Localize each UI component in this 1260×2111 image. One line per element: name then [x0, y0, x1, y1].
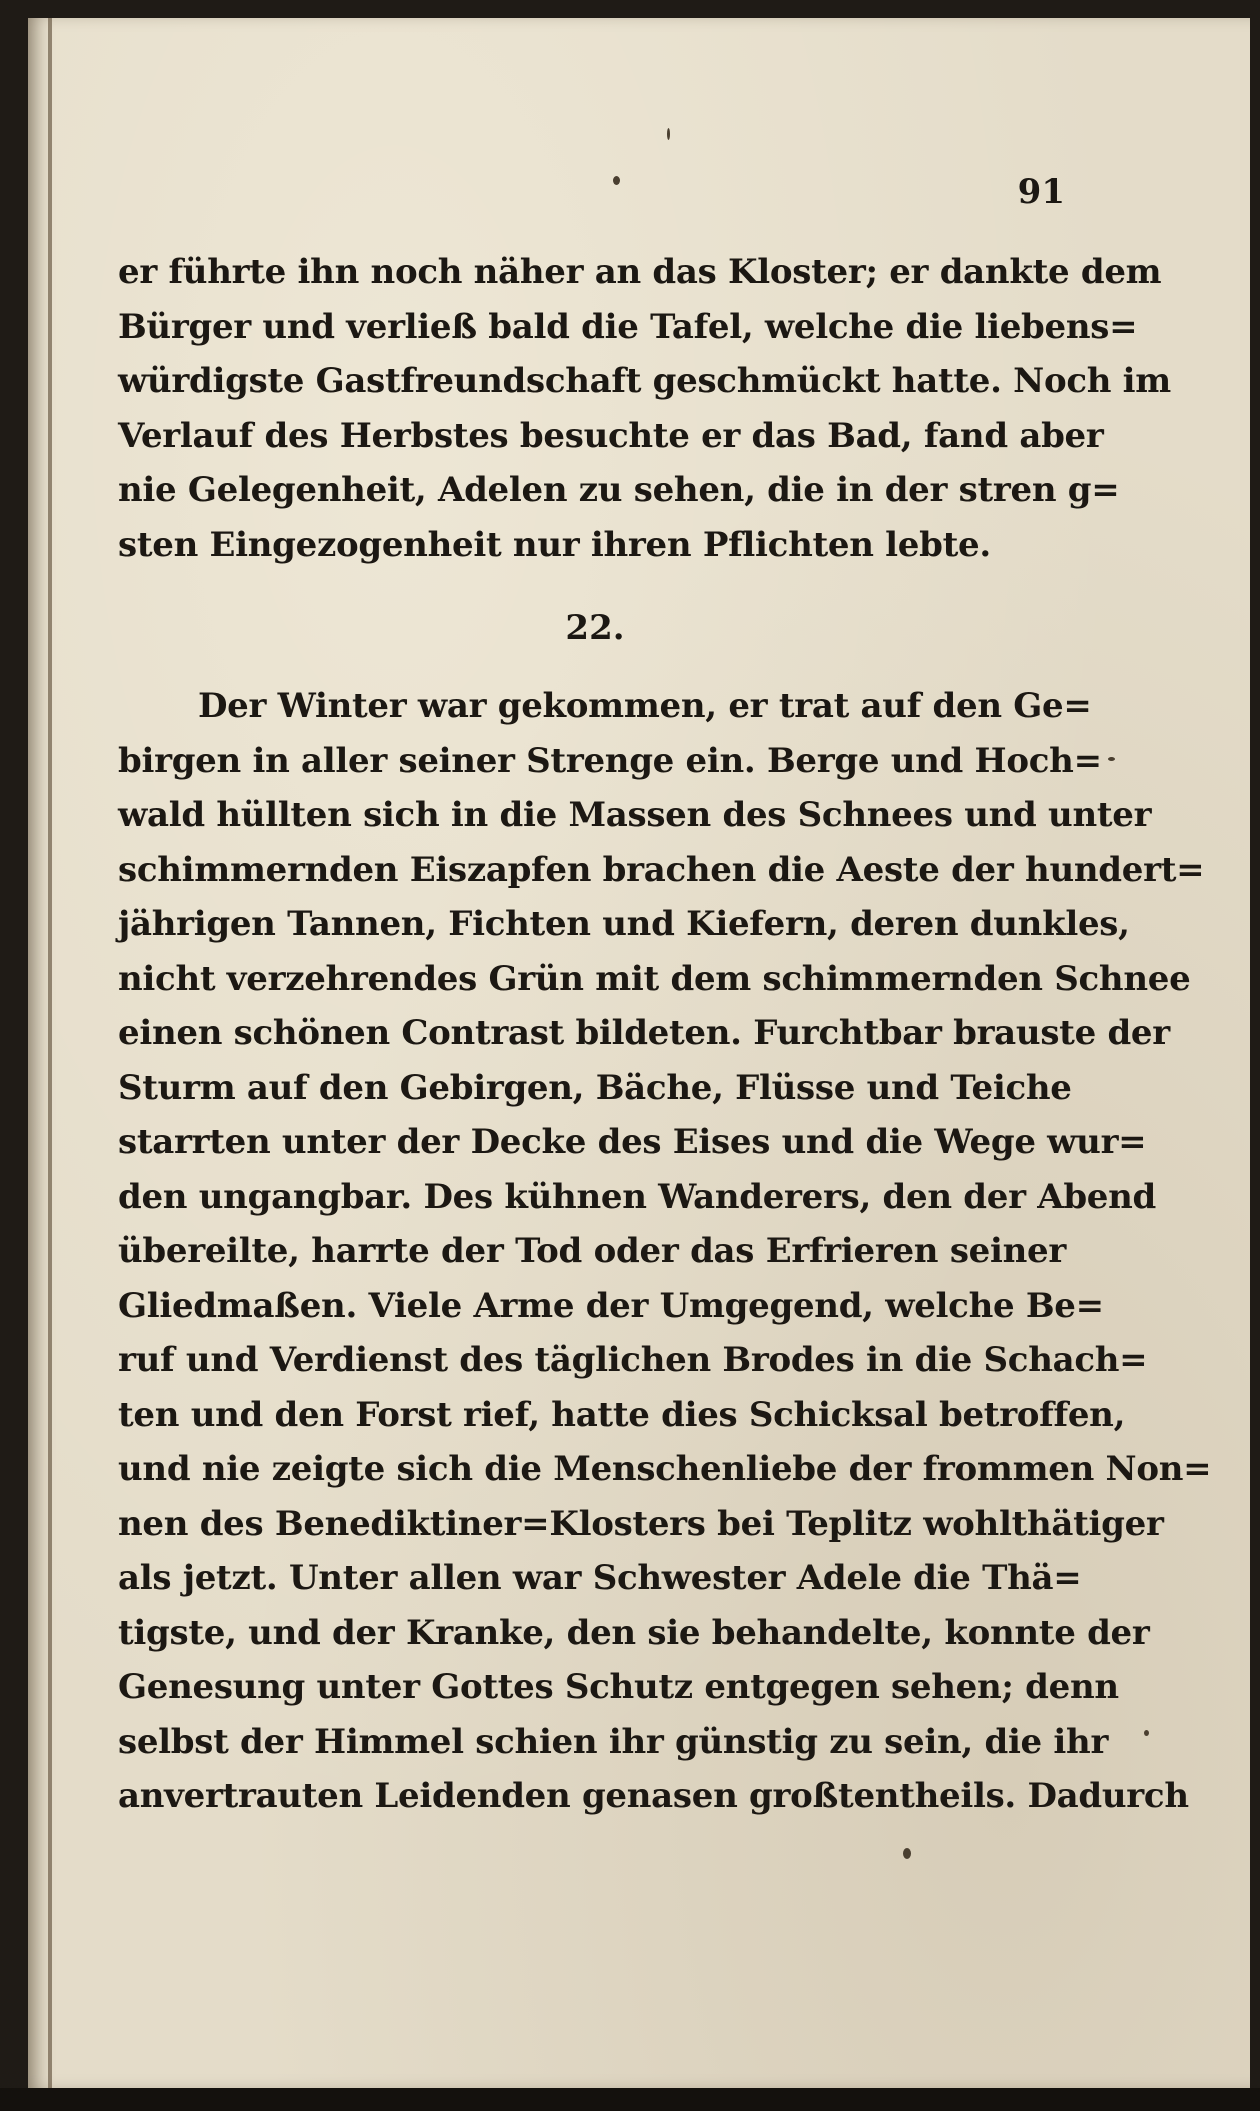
ink-speck	[613, 176, 620, 185]
text-line: ten und den Forst rief, hatte dies Schicksal betroffen,	[118, 1394, 1126, 1435]
text-line: Verlauf des Herbstes besuchte er das Bad, fand aber	[118, 415, 1104, 456]
scan-border	[0, 2088, 1260, 2111]
text-line: einen schönen Contrast bildeten. Furchtbar brauste der	[118, 1013, 1170, 1053]
text-line: und nie zeigte sich die Menschenliebe der frommen Non=	[118, 1449, 1212, 1489]
text-line: selbst der Himmel schien ihr günstig zu sein, die ihr	[118, 1721, 1109, 1762]
text-line: Sturm auf den Gebirgen, Bäche, Flüsse und Teiche	[118, 1067, 1072, 1108]
text-line: Gliedmaßen. Viele Arme der Umgegend, welche Be=	[118, 1285, 1104, 1326]
text-line: nen des Benediktiner=Klosters bei Teplitz wohlthätiger	[118, 1503, 1164, 1544]
text-line: Der Winter war gekommen, er trat auf den Ge=	[198, 686, 1092, 726]
text-line: tigste, und der Kranke, den sie behandelte, konnte der	[118, 1612, 1150, 1653]
text-line: sten Eingezogenheit nur ihren Pflichten lebte.	[118, 524, 991, 565]
ink-speck	[1144, 1730, 1149, 1736]
text-line: als jetzt. Unter allen war Schwester Adele die Thä=	[118, 1558, 1082, 1598]
text-line: nicht verzehrendes Grün mit dem schimmernden Schnee	[118, 958, 1191, 999]
page-gutter	[48, 18, 52, 2088]
page-number: 91	[1017, 172, 1065, 212]
ink-speck	[903, 1848, 911, 1859]
ink-speck	[667, 128, 670, 140]
text-line: jährigen Tannen, Fichten und Kiefern, deren dunkles,	[118, 904, 1130, 944]
paragraph-section-22	[118, 679, 1212, 1824]
text-line: nie Gelegenheit, Adelen zu sehen, die in der stren g=	[118, 470, 1120, 510]
text-line: übereilte, harrte der Tod oder das Erfrieren seiner	[118, 1231, 1066, 1271]
paragraph-continued	[118, 245, 1171, 572]
section-heading: 22.	[565, 608, 625, 648]
text-line: starrten unter der Decke des Eises und die Wege wur=	[118, 1122, 1147, 1162]
text-line: anvertrauten Leidenden genasen großtentheils. Dadurch	[118, 1776, 1189, 1816]
text-line: Bürger und verließ bald die Tafel, welche die liebens=	[118, 306, 1138, 347]
text-line: Genesung unter Gottes Schutz entgegen sehen; denn	[118, 1667, 1119, 1707]
text-line: würdigste Gastfreundschaft geschmückt hatte. Noch im	[118, 361, 1171, 401]
text-line: birgen in aller seiner Strenge ein. Berge und Hoch=	[118, 740, 1102, 781]
text-line: wald hüllten sich in die Massen des Schnees und unter	[118, 795, 1152, 835]
text-line: ruf und Verdienst des täglichen Brodes in die Schach=	[118, 1340, 1148, 1380]
text-line: er führte ihn noch näher an das Kloster; er dankte dem	[118, 252, 1162, 292]
text-line: den ungangbar. Des kühnen Wanderers, den der Abend	[118, 1176, 1157, 1217]
ink-speck	[1108, 757, 1115, 761]
text-line: schimmernden Eiszapfen brachen die Aeste der hundert=	[118, 849, 1205, 890]
